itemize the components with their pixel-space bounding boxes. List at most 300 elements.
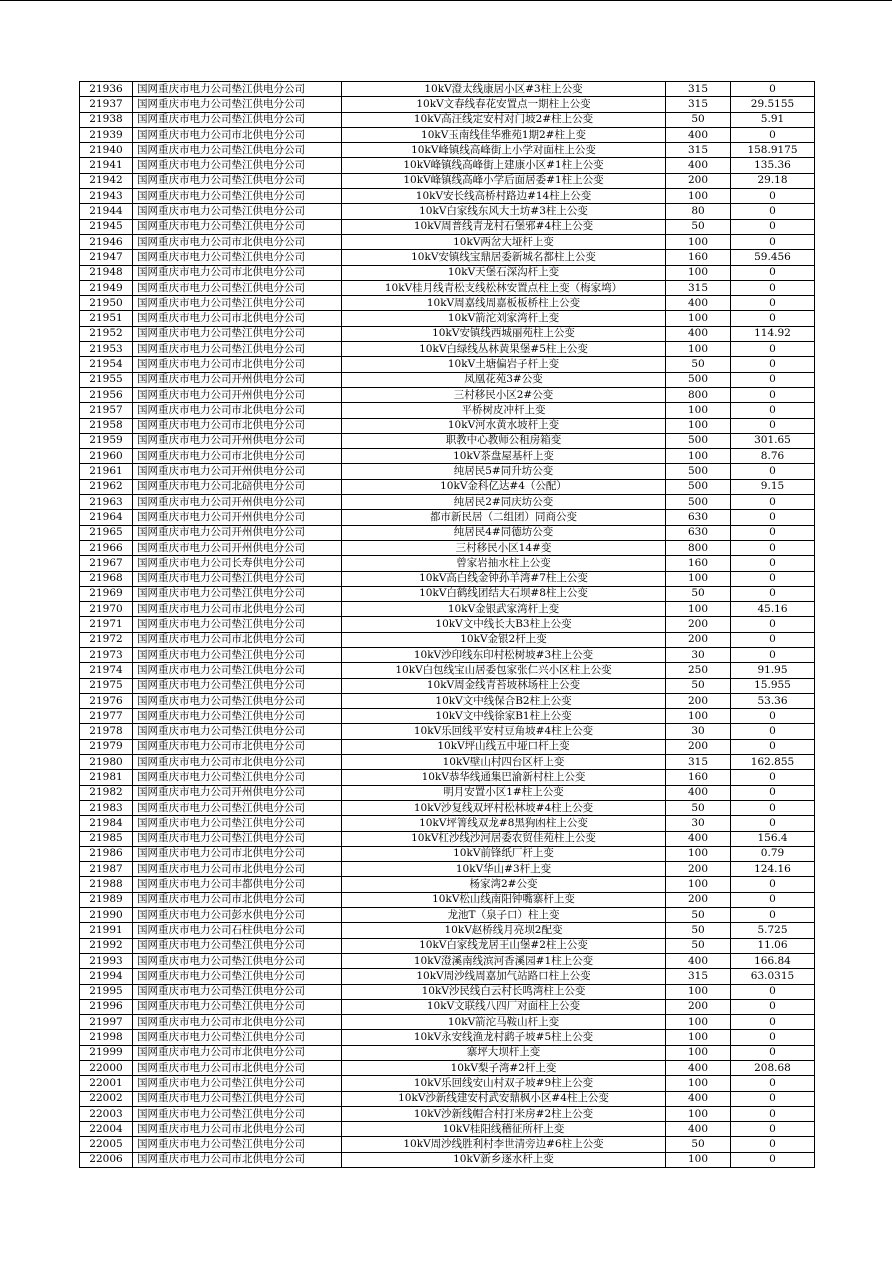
table-row <box>80 984 815 999</box>
table-row <box>80 296 815 311</box>
company-cell: 国网重庆市电力公司市北供电分公司 <box>133 234 342 249</box>
capacity-cell: 100 <box>666 709 731 724</box>
value-cell: 9.15 <box>731 479 815 494</box>
value-cell: 124.16 <box>731 862 815 877</box>
transformer-name-cell: 10kV周沙线胜利村李世清旁边#6柱上公变 <box>342 1137 666 1152</box>
company-cell: 国网重庆市电力公司垫江供电分公司 <box>133 1076 342 1091</box>
company-cell: 国网重庆市电力公司垫江供电分公司 <box>133 1030 342 1045</box>
value-cell: 0 <box>731 908 815 923</box>
transformer-name-cell: 都市新民居（二组团）同商公变 <box>342 510 666 525</box>
value-cell: 0 <box>731 617 815 632</box>
company-cell: 国网重庆市电力公司垫江供电分公司 <box>133 770 342 785</box>
value-cell: 91.95 <box>731 663 815 678</box>
capacity-cell: 500 <box>666 433 731 448</box>
table-row <box>80 372 815 387</box>
value-cell: 0 <box>731 127 815 142</box>
row-id-cell: 21986 <box>80 846 133 861</box>
value-cell: 0 <box>731 556 815 571</box>
row-id-cell: 22003 <box>80 1106 133 1121</box>
table-row <box>80 693 815 708</box>
row-id-cell: 21937 <box>80 97 133 112</box>
transformer-name-cell: 10kV华山#3杆上变 <box>342 862 666 877</box>
transformer-name-cell: 10kV玉南线佳华雅苑1期2#柱上变 <box>342 127 666 142</box>
value-cell: 0 <box>731 372 815 387</box>
capacity-cell: 315 <box>666 82 731 97</box>
value-cell: 8.76 <box>731 449 815 464</box>
top-rule <box>0 0 892 1</box>
capacity-cell: 50 <box>666 1137 731 1152</box>
transformer-name-cell: 10kV梨子湾#2杆上变 <box>342 1061 666 1076</box>
row-id-cell: 21955 <box>80 372 133 387</box>
value-cell: 0 <box>731 984 815 999</box>
row-id-cell: 22004 <box>80 1122 133 1137</box>
capacity-cell: 200 <box>666 617 731 632</box>
table-row <box>80 663 815 678</box>
company-cell: 国网重庆市电力公司垫江供电分公司 <box>133 158 342 173</box>
capacity-cell: 315 <box>666 97 731 112</box>
value-cell: 0 <box>731 387 815 402</box>
value-cell: 0 <box>731 342 815 357</box>
value-cell: 156.4 <box>731 831 815 846</box>
row-id-cell: 21945 <box>80 219 133 234</box>
company-cell: 国网重庆市电力公司垫江供电分公司 <box>133 571 342 586</box>
row-id-cell: 21941 <box>80 158 133 173</box>
table-row <box>80 311 815 326</box>
value-cell: 0 <box>731 357 815 372</box>
row-id-cell: 21965 <box>80 525 133 540</box>
value-cell: 166.84 <box>731 953 815 968</box>
capacity-cell: 30 <box>666 816 731 831</box>
table-row <box>80 418 815 433</box>
capacity-cell: 500 <box>666 495 731 510</box>
company-cell: 国网重庆市电力公司垫江供电分公司 <box>133 999 342 1014</box>
table-row <box>80 617 815 632</box>
capacity-cell: 100 <box>666 449 731 464</box>
value-cell: 158.9175 <box>731 143 815 158</box>
transformer-name-cell: 10kV白家线龙居王山堡#2柱上公变 <box>342 938 666 953</box>
company-cell: 国网重庆市电力公司垫江供电分公司 <box>133 617 342 632</box>
transformer-name-cell: 10kV河水黄水坡杆上变 <box>342 418 666 433</box>
row-id-cell: 21960 <box>80 449 133 464</box>
row-id-cell: 21995 <box>80 984 133 999</box>
row-id-cell: 21996 <box>80 999 133 1014</box>
table-row <box>80 342 815 357</box>
value-cell: 0 <box>731 540 815 555</box>
company-cell: 国网重庆市电力公司市北供电分公司 <box>133 892 342 907</box>
row-id-cell: 21981 <box>80 770 133 785</box>
table-row <box>80 632 815 647</box>
table-row <box>80 923 815 938</box>
capacity-cell: 100 <box>666 1045 731 1060</box>
company-cell: 国网重庆市电力公司北碚供电分公司 <box>133 479 342 494</box>
row-id-cell: 21940 <box>80 143 133 158</box>
table-row <box>80 800 815 815</box>
value-cell: 0 <box>731 816 815 831</box>
company-cell: 国网重庆市电力公司垫江供电分公司 <box>133 953 342 968</box>
capacity-cell: 630 <box>666 525 731 540</box>
value-cell: 0 <box>731 571 815 586</box>
company-cell: 国网重庆市电力公司市北供电分公司 <box>133 739 342 754</box>
row-id-cell: 21958 <box>80 418 133 433</box>
transformer-name-cell: 10kV沙新线建安村武安鼎枫小区#4柱上公变 <box>342 1091 666 1106</box>
transformer-name-cell: 10kV沙民线白云村长鸣湾柱上公变 <box>342 984 666 999</box>
capacity-cell: 315 <box>666 969 731 984</box>
transformer-name-cell: 10kV坪箐线双龙#8黑狗凼柱上公变 <box>342 816 666 831</box>
table-row <box>80 1061 815 1076</box>
value-cell: 0 <box>731 1076 815 1091</box>
company-cell: 国网重庆市电力公司垫江供电分公司 <box>133 250 342 265</box>
value-cell: 0 <box>731 1045 815 1060</box>
transformer-name-cell: 10kV天堡石深沟杆上变 <box>342 265 666 280</box>
value-cell: 0 <box>731 800 815 815</box>
company-cell: 国网重庆市电力公司垫江供电分公司 <box>133 678 342 693</box>
capacity-cell: 500 <box>666 372 731 387</box>
capacity-cell: 100 <box>666 877 731 892</box>
capacity-cell: 400 <box>666 953 731 968</box>
capacity-cell: 200 <box>666 173 731 188</box>
capacity-cell: 50 <box>666 357 731 372</box>
company-cell: 国网重庆市电力公司垫江供电分公司 <box>133 984 342 999</box>
row-id-cell: 21952 <box>80 326 133 341</box>
value-cell: 29.5155 <box>731 97 815 112</box>
company-cell: 国网重庆市电力公司垫江供电分公司 <box>133 647 342 662</box>
company-cell: 国网重庆市电力公司市北供电分公司 <box>133 311 342 326</box>
transformer-name-cell: 凤凰花苑3#公变 <box>342 372 666 387</box>
value-cell: 0 <box>731 464 815 479</box>
transformer-name-cell: 三村移民小区2#公变 <box>342 387 666 402</box>
table-row <box>80 556 815 571</box>
capacity-cell: 400 <box>666 831 731 846</box>
transformer-name-cell: 10kV土塘偏岩子杆上变 <box>342 357 666 372</box>
value-cell: 0 <box>731 586 815 601</box>
transformer-name-cell: 10kV澄太线康居小区#3柱上公变 <box>342 82 666 97</box>
row-id-cell: 21978 <box>80 724 133 739</box>
company-cell: 国网重庆市电力公司垫江供电分公司 <box>133 831 342 846</box>
table-row <box>80 82 815 97</box>
company-cell: 国网重庆市电力公司垫江供电分公司 <box>133 143 342 158</box>
company-cell: 国网重庆市电力公司彭水供电分公司 <box>133 908 342 923</box>
row-id-cell: 21944 <box>80 204 133 219</box>
row-id-cell: 21962 <box>80 479 133 494</box>
value-cell: 53.36 <box>731 693 815 708</box>
transformer-name-cell: 职教中心教师公租房箱变 <box>342 433 666 448</box>
transformer-name-cell: 10kV安镇线西城丽苑柱上公变 <box>342 326 666 341</box>
transformer-name-cell: 10kV金银2杆上变 <box>342 632 666 647</box>
transformer-name-cell: 明月安置小区1#柱上公变 <box>342 785 666 800</box>
table-row <box>80 999 815 1014</box>
transformer-name-cell: 10kV沙印线东印村松树坡#3柱上公变 <box>342 647 666 662</box>
row-id-cell: 22001 <box>80 1076 133 1091</box>
capacity-cell: 315 <box>666 143 731 158</box>
value-cell: 0 <box>731 877 815 892</box>
row-id-cell: 21987 <box>80 862 133 877</box>
row-id-cell: 21989 <box>80 892 133 907</box>
company-cell: 国网重庆市电力公司垫江供电分公司 <box>133 173 342 188</box>
transformer-name-cell: 10kV桂阳线稽征所杆上变 <box>342 1122 666 1137</box>
capacity-cell: 630 <box>666 510 731 525</box>
transformer-name-cell: 龙池T（泉子口）柱上变 <box>342 908 666 923</box>
company-cell: 国网重庆市电力公司垫江供电分公司 <box>133 1137 342 1152</box>
capacity-cell: 200 <box>666 632 731 647</box>
company-cell: 国网重庆市电力公司石柱供电分公司 <box>133 923 342 938</box>
transformer-name-cell: 10kV峰镇线高峰街上建康小区#1柱上公变 <box>342 158 666 173</box>
table-row <box>80 755 815 770</box>
company-cell: 国网重庆市电力公司垫江供电分公司 <box>133 82 342 97</box>
company-cell: 国网重庆市电力公司开州供电分公司 <box>133 372 342 387</box>
transformer-name-cell: 10kV安镇线宝鼎居委新城名都柱上公变 <box>342 250 666 265</box>
capacity-cell: 100 <box>666 984 731 999</box>
table-row <box>80 709 815 724</box>
transformer-name-cell: 10kV安长线高桥村路边#14柱上公变 <box>342 189 666 204</box>
row-id-cell: 21994 <box>80 969 133 984</box>
row-id-cell: 21957 <box>80 403 133 418</box>
capacity-cell: 200 <box>666 892 731 907</box>
value-cell: 0 <box>731 189 815 204</box>
value-cell: 0 <box>731 418 815 433</box>
transformer-name-cell: 10kV坪山线五中垭口杆上变 <box>342 739 666 754</box>
transformer-name-cell: 10kV茶盘屋基杆上变 <box>342 449 666 464</box>
row-id-cell: 21975 <box>80 678 133 693</box>
table-row <box>80 403 815 418</box>
value-cell: 0 <box>731 770 815 785</box>
capacity-cell: 100 <box>666 1015 731 1030</box>
capacity-cell: 50 <box>666 908 731 923</box>
company-cell: 国网重庆市电力公司垫江供电分公司 <box>133 586 342 601</box>
transformer-name-cell: 10kV文中线徐家B1柱上公变 <box>342 709 666 724</box>
row-id-cell: 21946 <box>80 234 133 249</box>
transformer-name-cell: 曾家岩抽水柱上公变 <box>342 556 666 571</box>
row-id-cell: 21998 <box>80 1030 133 1045</box>
transformer-name-cell: 10kV白绿线丛林黄果堡#5柱上公变 <box>342 342 666 357</box>
value-cell: 208.68 <box>731 1061 815 1076</box>
capacity-cell: 200 <box>666 693 731 708</box>
capacity-cell: 800 <box>666 540 731 555</box>
transformer-name-cell: 10kV赵桥线月亮坝2配变 <box>342 923 666 938</box>
row-id-cell: 21951 <box>80 311 133 326</box>
company-cell: 国网重庆市电力公司市北供电分公司 <box>133 357 342 372</box>
row-id-cell: 21997 <box>80 1015 133 1030</box>
value-cell: 135.36 <box>731 158 815 173</box>
table-row <box>80 265 815 280</box>
transformer-name-cell: 10kV高汪线定安村对门坡2#柱上公变 <box>342 112 666 127</box>
capacity-cell: 400 <box>666 1091 731 1106</box>
transformer-name-cell: 寨坪大坝杆上变 <box>342 1045 666 1060</box>
company-cell: 国网重庆市电力公司开州供电分公司 <box>133 495 342 510</box>
capacity-cell: 80 <box>666 204 731 219</box>
row-id-cell: 22006 <box>80 1152 133 1167</box>
table-row <box>80 862 815 877</box>
value-cell: 0 <box>731 296 815 311</box>
table-row <box>80 97 815 112</box>
row-id-cell: 21971 <box>80 617 133 632</box>
table-row <box>80 357 815 372</box>
value-cell: 0 <box>731 647 815 662</box>
value-cell: 0 <box>731 280 815 295</box>
row-id-cell: 21948 <box>80 265 133 280</box>
transformer-name-cell: 10kV周沙线周嘉加气站路口柱上公变 <box>342 969 666 984</box>
company-cell: 国网重庆市电力公司垫江供电分公司 <box>133 189 342 204</box>
transformer-name-cell: 纯居民4#同德坊公变 <box>342 525 666 540</box>
transformer-name-cell: 10kV高白线金钟孙羊湾#7柱上公变 <box>342 571 666 586</box>
capacity-cell: 200 <box>666 999 731 1014</box>
capacity-cell: 100 <box>666 1152 731 1167</box>
company-cell: 国网重庆市电力公司市北供电分公司 <box>133 418 342 433</box>
capacity-cell: 500 <box>666 479 731 494</box>
transformer-name-cell: 10kV恭华线通集巴渝新村柱上公变 <box>342 770 666 785</box>
row-id-cell: 21963 <box>80 495 133 510</box>
company-cell: 国网重庆市电力公司开州供电分公司 <box>133 540 342 555</box>
table-row <box>80 1152 815 1167</box>
transformer-name-cell: 杨家湾2#公变 <box>342 877 666 892</box>
company-cell: 国网重庆市电力公司垫江供电分公司 <box>133 280 342 295</box>
transformer-name-cell: 纯居民5#同升坊公变 <box>342 464 666 479</box>
transformer-name-cell: 10kV白包线宝山居委包家张仁兴小区柱上公变 <box>342 663 666 678</box>
company-cell: 国网重庆市电力公司垫江供电分公司 <box>133 800 342 815</box>
transformer-name-cell: 纯居民2#同庆坊公变 <box>342 495 666 510</box>
value-cell: 45.16 <box>731 602 815 617</box>
transformer-name-cell: 10kV金科亿达#4（公配） <box>342 479 666 494</box>
value-cell: 0 <box>731 265 815 280</box>
row-id-cell: 21942 <box>80 173 133 188</box>
capacity-cell: 315 <box>666 755 731 770</box>
table-row <box>80 479 815 494</box>
capacity-cell: 100 <box>666 189 731 204</box>
company-cell: 国网重庆市电力公司市北供电分公司 <box>133 1061 342 1076</box>
table-row <box>80 785 815 800</box>
table-row <box>80 678 815 693</box>
table-row <box>80 1137 815 1152</box>
company-cell: 国网重庆市电力公司开州供电分公司 <box>133 510 342 525</box>
value-cell: 59.456 <box>731 250 815 265</box>
row-id-cell: 21959 <box>80 433 133 448</box>
table-row <box>80 173 815 188</box>
value-cell: 0 <box>731 785 815 800</box>
company-cell: 国网重庆市电力公司垫江供电分公司 <box>133 112 342 127</box>
company-cell: 国网重庆市电力公司市北供电分公司 <box>133 862 342 877</box>
row-id-cell: 21967 <box>80 556 133 571</box>
table-row <box>80 250 815 265</box>
value-cell: 0 <box>731 234 815 249</box>
capacity-cell: 100 <box>666 342 731 357</box>
value-cell: 0 <box>731 82 815 97</box>
table-row <box>80 908 815 923</box>
value-cell: 0 <box>731 1106 815 1121</box>
capacity-cell: 200 <box>666 739 731 754</box>
company-cell: 国网重庆市电力公司市北供电分公司 <box>133 1015 342 1030</box>
capacity-cell: 100 <box>666 311 731 326</box>
table-body <box>80 82 815 1168</box>
company-cell: 国网重庆市电力公司垫江供电分公司 <box>133 816 342 831</box>
table-row <box>80 602 815 617</box>
row-id-cell: 21973 <box>80 647 133 662</box>
table-row <box>80 449 815 464</box>
company-cell: 国网重庆市电力公司长寿供电分公司 <box>133 556 342 571</box>
table-row <box>80 143 815 158</box>
row-id-cell: 21988 <box>80 877 133 892</box>
company-cell: 国网重庆市电力公司垫江供电分公司 <box>133 204 342 219</box>
company-cell: 国网重庆市电力公司垫江供电分公司 <box>133 709 342 724</box>
capacity-cell: 50 <box>666 586 731 601</box>
row-id-cell: 21954 <box>80 357 133 372</box>
table-row <box>80 280 815 295</box>
row-id-cell: 21977 <box>80 709 133 724</box>
value-cell: 5.725 <box>731 923 815 938</box>
value-cell: 63.0315 <box>731 969 815 984</box>
company-cell: 国网重庆市电力公司开州供电分公司 <box>133 464 342 479</box>
value-cell: 0 <box>731 204 815 219</box>
transformer-name-cell: 10kV前锋纸厂杆上变 <box>342 846 666 861</box>
capacity-cell: 50 <box>666 112 731 127</box>
value-cell: 114.92 <box>731 326 815 341</box>
transformer-table <box>79 81 815 1168</box>
row-id-cell: 21980 <box>80 755 133 770</box>
table-row <box>80 326 815 341</box>
value-cell: 5.91 <box>731 112 815 127</box>
transformer-name-cell: 10kV沙新线帽合村打米房#2柱上公变 <box>342 1106 666 1121</box>
capacity-cell: 100 <box>666 1106 731 1121</box>
capacity-cell: 100 <box>666 403 731 418</box>
company-cell: 国网重庆市电力公司市北供电分公司 <box>133 1122 342 1137</box>
row-id-cell: 21956 <box>80 387 133 402</box>
company-cell: 国网重庆市电力公司市北供电分公司 <box>133 403 342 418</box>
value-cell: 0 <box>731 709 815 724</box>
table-row <box>80 464 815 479</box>
transformer-name-cell: 10kV箭沱马鞍山杆上变 <box>342 1015 666 1030</box>
capacity-cell: 400 <box>666 785 731 800</box>
row-id-cell: 21984 <box>80 816 133 831</box>
row-id-cell: 21979 <box>80 739 133 754</box>
transformer-name-cell: 10kV周金线青苔坡林场柱上公变 <box>342 678 666 693</box>
transformer-name-cell: 10kV桂月线青松支线松林安置点柱上变（梅家塆） <box>342 280 666 295</box>
row-id-cell: 21947 <box>80 250 133 265</box>
row-id-cell: 21982 <box>80 785 133 800</box>
table-row <box>80 1106 815 1121</box>
company-cell: 国网重庆市电力公司垫江供电分公司 <box>133 724 342 739</box>
table-row <box>80 969 815 984</box>
row-id-cell: 21985 <box>80 831 133 846</box>
transformer-name-cell: 10kV永安线渔龙村鹞子坡#5柱上公变 <box>342 1030 666 1045</box>
row-id-cell: 21969 <box>80 586 133 601</box>
table-row <box>80 234 815 249</box>
row-id-cell: 21999 <box>80 1045 133 1060</box>
transformer-name-cell: 10kV新乡逐水杆上变 <box>342 1152 666 1167</box>
transformer-name-cell: 10kV乐回线安山村双子坡#9柱上公变 <box>342 1076 666 1091</box>
capacity-cell: 100 <box>666 265 731 280</box>
transformer-name-cell: 10kV峰镇线高峰街上小学对面柱上公变 <box>342 143 666 158</box>
capacity-cell: 50 <box>666 923 731 938</box>
company-cell: 国网重庆市电力公司垫江供电分公司 <box>133 938 342 953</box>
capacity-cell: 100 <box>666 1030 731 1045</box>
transformer-name-cell: 10kV乐回线平安村豆角坡#4柱上公变 <box>342 724 666 739</box>
capacity-cell: 100 <box>666 234 731 249</box>
company-cell: 国网重庆市电力公司垫江供电分公司 <box>133 1091 342 1106</box>
table-row <box>80 816 815 831</box>
company-cell: 国网重庆市电力公司垫江供电分公司 <box>133 326 342 341</box>
capacity-cell: 250 <box>666 663 731 678</box>
capacity-cell: 800 <box>666 387 731 402</box>
capacity-cell: 400 <box>666 1122 731 1137</box>
table-row <box>80 525 815 540</box>
table-row <box>80 1076 815 1091</box>
value-cell: 0 <box>731 739 815 754</box>
company-cell: 国网重庆市电力公司市北供电分公司 <box>133 1045 342 1060</box>
row-id-cell: 21983 <box>80 800 133 815</box>
row-id-cell: 21991 <box>80 923 133 938</box>
value-cell: 0 <box>731 1122 815 1137</box>
transformer-name-cell: 10kV白鹤线团结大石坝#8柱上公变 <box>342 586 666 601</box>
capacity-cell: 400 <box>666 326 731 341</box>
capacity-cell: 160 <box>666 770 731 785</box>
